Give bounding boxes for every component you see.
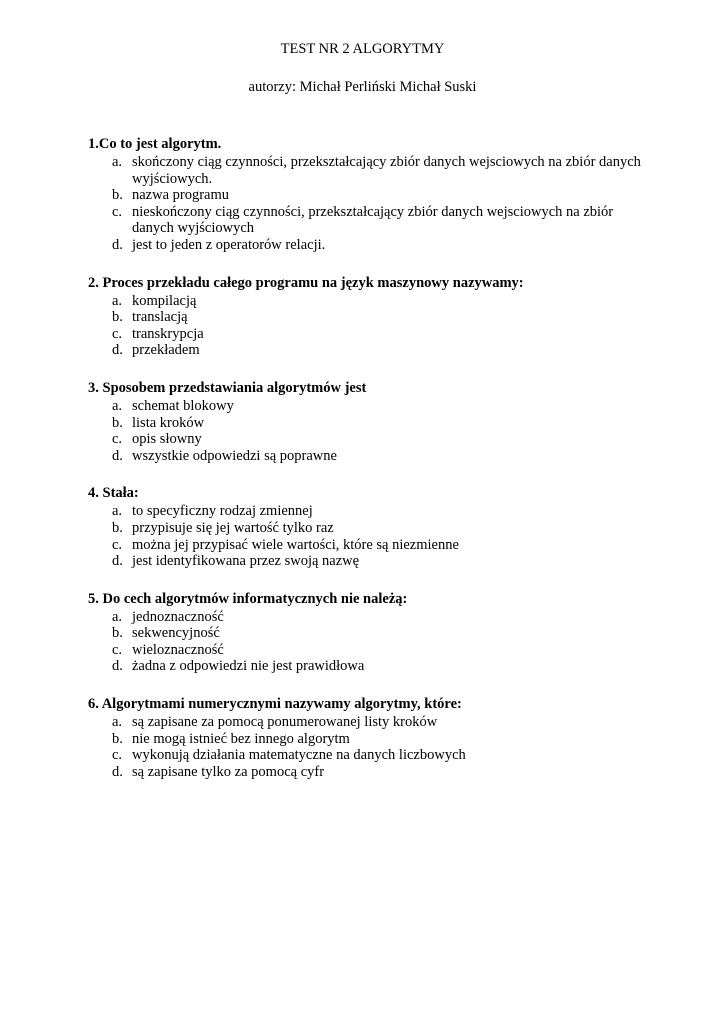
question-4 xyxy=(88,484,648,569)
answer-text: przypisuje się jej wartość tylko raz xyxy=(132,519,334,536)
question-5-answers xyxy=(88,609,648,675)
question-3-answers xyxy=(88,398,648,464)
answer-2c xyxy=(88,326,648,343)
answer-text: opis słowny xyxy=(132,431,202,448)
question-1 xyxy=(88,135,648,254)
answer-3c xyxy=(88,431,648,448)
answer-text: sekwencyjność xyxy=(132,625,220,642)
question-4-text: 4. Stała: xyxy=(88,485,139,502)
answer-text: żadna z odpowiedzi nie jest prawidłowa xyxy=(132,658,365,675)
answer-4d xyxy=(88,553,648,570)
answer-text: schemat blokowy xyxy=(132,397,234,414)
answer-letter: a. xyxy=(112,608,123,625)
answer-text: przekładem xyxy=(132,342,200,359)
answer-5d xyxy=(88,658,648,675)
answer-letter: a. xyxy=(112,292,123,309)
question-1-text: 1.Co to jest algorytm. xyxy=(88,136,222,152)
answer-letter: c. xyxy=(112,431,123,448)
answer-5b xyxy=(88,625,648,642)
question-6 xyxy=(88,695,648,780)
answer-2b xyxy=(88,309,648,326)
answer-letter: a. xyxy=(112,503,123,520)
document-authors: autorzy: Michał Perliński Michał Suski xyxy=(248,79,477,95)
question-2-text: 2. Proces przekładu całego programu na język maszynowy nazywamy: xyxy=(88,274,524,291)
answer-text: jest to jeden z operatorów relacji. xyxy=(132,236,326,253)
answer-text: to specyficzny rodzaj zmiennej xyxy=(132,503,313,520)
answer-letter: a. xyxy=(112,397,123,414)
answer-letter: b. xyxy=(112,414,123,431)
answer-letter: b. xyxy=(112,187,123,204)
answer-text: są zapisane za pomocą ponumerowanej listy kroków xyxy=(132,714,438,731)
answer-3b xyxy=(88,415,648,432)
answer-letter: b. xyxy=(112,625,123,642)
answer-1c xyxy=(88,204,648,237)
answer-text: wykonują działania matematyczne na danych liczbowych xyxy=(132,747,466,764)
answer-letter: b. xyxy=(112,519,123,536)
question-3-text: 3. Sposobem przedstawiania algorytmów jest xyxy=(88,379,367,396)
question-list xyxy=(88,135,648,800)
answer-text: translacją xyxy=(132,309,188,326)
question-6-text: 6. Algorytmami numerycznymi nazywamy algorytmy, które: xyxy=(88,696,462,713)
answer-letter: d. xyxy=(112,236,123,253)
answer-5c xyxy=(88,642,648,659)
answer-letter: a. xyxy=(112,154,123,170)
answer-text: kompilacją xyxy=(132,292,197,309)
answer-5a xyxy=(88,609,648,626)
answer-4a xyxy=(88,503,648,520)
document-title: TEST NR 2 ALGORYTMY xyxy=(280,41,445,57)
answer-2d xyxy=(88,342,648,359)
answer-letter: c. xyxy=(112,325,123,342)
question-2-answers xyxy=(88,293,648,359)
question-6-answers xyxy=(88,714,648,780)
answer-text: nazwa programu xyxy=(132,187,230,204)
answer-letter: d. xyxy=(112,658,123,675)
answer-text: jest identyfikowana przez swoją nazwę xyxy=(132,553,360,570)
answer-text: są zapisane tylko za pomocą cyfr xyxy=(132,763,325,780)
answer-2a xyxy=(88,293,648,310)
answer-1b xyxy=(88,187,648,204)
answer-letter: b. xyxy=(112,309,123,326)
answer-text: transkrypcja xyxy=(132,325,204,342)
answer-6b xyxy=(88,731,648,748)
answer-3a xyxy=(88,398,648,415)
answer-text: jednoznaczność xyxy=(132,608,224,625)
answer-6a xyxy=(88,714,648,731)
answer-text: można jej przypisać wiele wartości, które są niezmienne xyxy=(132,536,459,553)
answer-4b xyxy=(88,520,648,537)
question-5 xyxy=(88,590,648,675)
answer-3d xyxy=(88,448,648,465)
answer-letter: b. xyxy=(112,730,123,747)
answer-text: nie mogą istnieć bez innego algorytm xyxy=(132,730,350,747)
answer-letter: c. xyxy=(112,747,123,764)
answer-text: nieskończony ciąg czynności, przekształcający zbiór danych wejsciowych na zbiór danych wyjściowych xyxy=(132,203,614,237)
answer-letter: d. xyxy=(112,763,123,780)
answer-6c xyxy=(88,747,648,764)
answer-letter: a. xyxy=(112,714,123,731)
answer-6d xyxy=(88,764,648,781)
question-4-answers xyxy=(88,503,648,569)
answer-letter: d. xyxy=(112,342,123,359)
answer-1d xyxy=(88,237,648,254)
answer-letter: c. xyxy=(112,536,123,553)
question-5-text: 5. Do cech algorytmów informatycznych nie należą: xyxy=(88,590,408,607)
answer-letter: c. xyxy=(112,203,123,220)
answer-text: wszystkie odpowiedzi są poprawne xyxy=(132,447,337,464)
answer-4c xyxy=(88,537,648,554)
answer-letter: d. xyxy=(112,447,123,464)
answer-letter: c. xyxy=(112,641,123,658)
question-1-answers xyxy=(88,154,648,254)
answer-1a xyxy=(88,154,648,187)
question-3 xyxy=(88,379,648,464)
answer-text: lista kroków xyxy=(132,414,205,431)
answer-text: skończony ciąg czynności, przekształcający zbiór danych wejsciowych na zbiór danych wyjściowych. xyxy=(132,154,641,187)
answer-letter: d. xyxy=(112,553,123,570)
question-2 xyxy=(88,274,648,359)
answer-text: wieloznaczność xyxy=(132,641,224,658)
